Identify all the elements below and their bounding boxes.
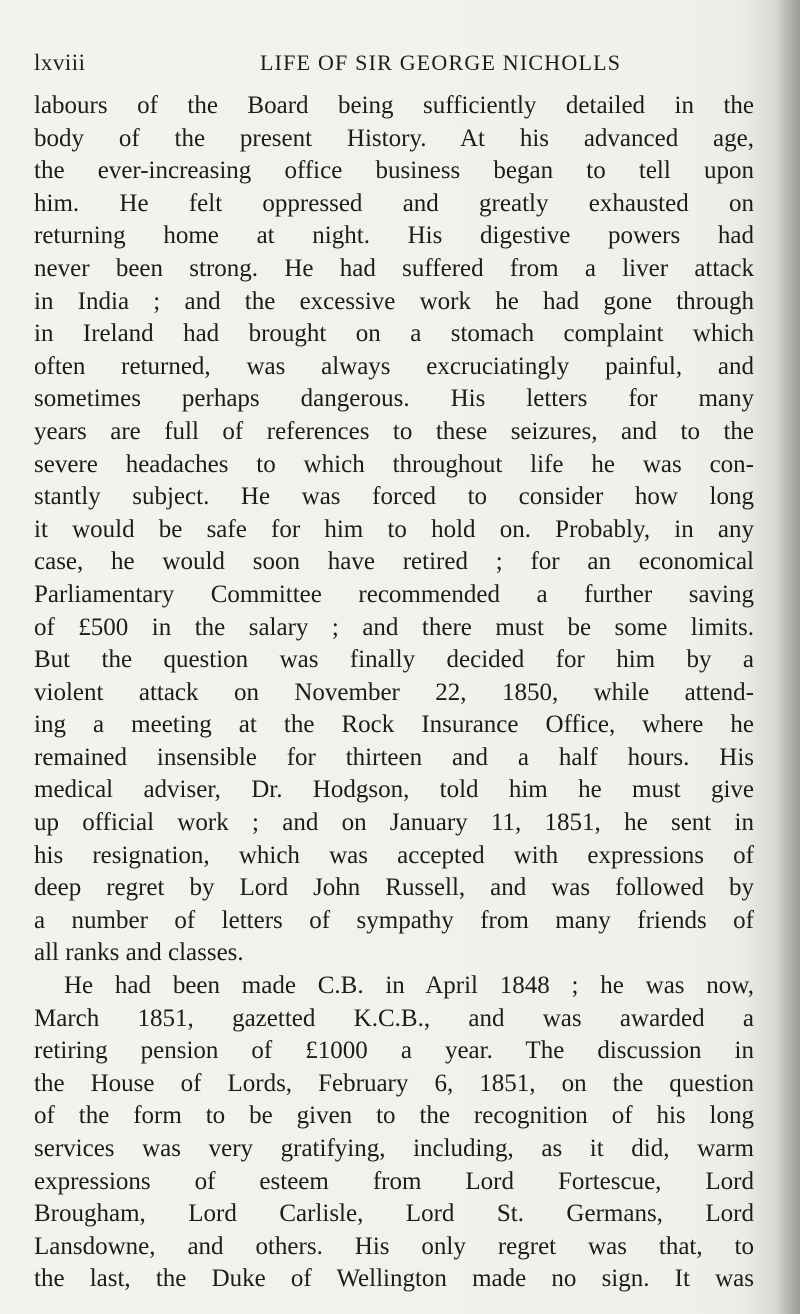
text-line: He had been made C.B. in April 1848 ; he was now, <box>64 972 754 1000</box>
text-line: violent attack on November 22, 1850, while attend- <box>34 678 754 706</box>
text-line: a number of letters of sympathy from many friends of <box>34 906 754 934</box>
text-line: returning home at night. His digestive powers had <box>34 222 754 250</box>
text-line: the ever-increasing office business began to tell upon <box>34 157 754 185</box>
text-line: remained insensible for thirteen and a half hours. His <box>34 743 754 771</box>
text-line: Lansdowne, and others. His only regret was that, to <box>34 1232 754 1260</box>
body-text <box>34 90 754 1296</box>
running-head <box>34 50 764 80</box>
text-line: sometimes perhaps dangerous. His letters for many <box>34 385 754 413</box>
text-line: case, he would soon have retired ; for an economical <box>34 548 754 576</box>
text-line: expressions of esteem from Lord Fortescue, Lord <box>34 1167 754 1195</box>
text-line: his resignation, which was accepted with expressions of <box>34 841 754 869</box>
text-line: body of the present History. At his advanced age, <box>34 124 754 152</box>
text-line: never been strong. He had suffered from a liver attack <box>34 254 754 282</box>
spine-shadow <box>774 0 800 1314</box>
text-line: in India ; and the excessive work he had gone through <box>34 287 754 315</box>
text-line: labours of the Board being sufficiently detailed in the <box>34 92 754 119</box>
text-line: him. He felt oppressed and greatly exhausted on <box>34 189 754 217</box>
text-line: medical adviser, Dr. Hodgson, told him he must give <box>34 776 754 804</box>
text-line: of £500 in the salary ; and there must be some limits. <box>34 613 754 641</box>
text-line: severe headaches to which throughout life he was con- <box>34 450 754 478</box>
text-line: ing a meeting at the Rock Insurance Office, where he <box>34 711 754 739</box>
text-line: But the question was finally decided for him by a <box>34 646 754 674</box>
text-line: retiring pension of £1000 a year. The discussion in <box>34 1037 754 1065</box>
text-line: in Ireland had brought on a stomach complaint which <box>34 320 754 348</box>
text-line: stantly subject. He was forced to consider how long <box>34 483 754 511</box>
text-line: the House of Lords, February 6, 1851, on the question <box>34 1069 754 1097</box>
text-line: often returned, was always excruciatingly painful, and <box>34 352 754 380</box>
text-line: Brougham, Lord Carlisle, Lord St. Germans, Lord <box>34 1200 754 1228</box>
text-line: the last, the Duke of Wellington made no sign. It was <box>34 1265 754 1293</box>
page-number: lxviii <box>34 50 86 75</box>
text-line: services was very gratifying, including, as it did, warm <box>34 1135 754 1162</box>
text-line: March 1851, gazetted K.C.B., and was awarded a <box>34 1004 754 1032</box>
text-line: it would be safe for him to hold on. Probably, in any <box>34 515 754 543</box>
text-line: Parliamentary Committee recommended a further saving <box>34 580 754 608</box>
running-title: LIFE OF SIR GEORGE NICHOLLS <box>260 50 622 75</box>
text-line: up official work ; and on January 11, 1851, he sent in <box>34 809 754 837</box>
text-line: all ranks and classes. <box>34 939 244 967</box>
text-line: years are full of references to these seizures, and to the <box>34 417 754 445</box>
text-line: of the form to be given to the recognition of his long <box>34 1102 754 1130</box>
text-line: deep regret by Lord John Russell, and was followed by <box>34 874 754 902</box>
